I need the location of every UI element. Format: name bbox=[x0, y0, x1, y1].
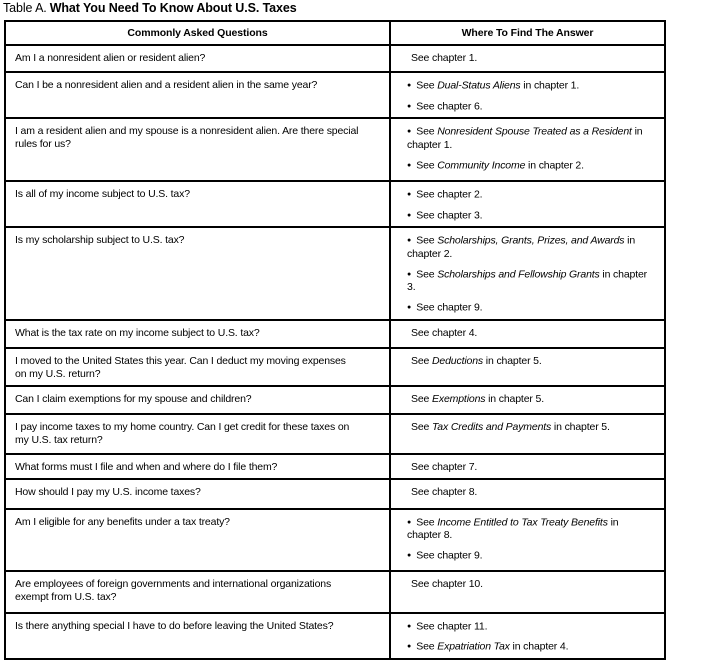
table-row bbox=[5, 414, 665, 454]
table-row bbox=[5, 571, 665, 613]
answer-text: See bbox=[416, 159, 438, 171]
answer-cell bbox=[390, 181, 665, 227]
question-cell bbox=[5, 571, 390, 613]
faq-table bbox=[4, 20, 666, 660]
answer-cell bbox=[390, 227, 665, 320]
answer-text: See chapter 4. bbox=[411, 326, 478, 339]
bullet-icon: ● bbox=[407, 237, 412, 244]
answer-cell bbox=[390, 45, 665, 72]
question-text: Am I eligible for any benefits under a tax treaty? bbox=[15, 515, 230, 528]
question-text: I am a resident alien and my spouse is a nonresident alien. Are there special rules for us? bbox=[15, 125, 359, 150]
bullet-icon: ● bbox=[407, 518, 412, 526]
answer-bullet-item bbox=[391, 188, 652, 202]
reference-title: Nonresident Spouse Treated as a Resident bbox=[437, 125, 632, 138]
question-cell bbox=[5, 45, 390, 72]
answer-text: in chapter 5. bbox=[551, 420, 610, 433]
bullet-icon: ● bbox=[407, 191, 412, 198]
question-cell bbox=[5, 479, 390, 509]
question-text: Is my scholarship subject to U.S. tax? bbox=[15, 234, 185, 246]
question-cell bbox=[5, 72, 390, 118]
table-row bbox=[5, 118, 665, 181]
answer-cell bbox=[390, 348, 665, 386]
bullet-icon: ● bbox=[407, 161, 412, 169]
table-row bbox=[5, 72, 665, 118]
answer-bullet-item bbox=[391, 620, 652, 634]
question-cell bbox=[5, 613, 390, 659]
answer-text: See bbox=[411, 392, 432, 405]
answer-item bbox=[391, 421, 652, 434]
reference-title: Scholarships and Fellowship Grants bbox=[437, 268, 600, 280]
answer-text: See chapter 1. bbox=[411, 52, 478, 64]
answer-text: See chapter 11. bbox=[416, 620, 488, 632]
answer-text: in chapter 5. bbox=[485, 392, 544, 405]
question-text: Are employees of foreign governments and international organizations exempt from U.S. tax? bbox=[15, 577, 332, 603]
bullet-icon: ● bbox=[407, 102, 412, 110]
answer-cell bbox=[390, 386, 665, 414]
reference-title: Tax Credits and Payments bbox=[432, 420, 552, 433]
table-row bbox=[5, 320, 665, 348]
table-row bbox=[5, 386, 665, 414]
bullet-icon: ● bbox=[407, 128, 412, 135]
question-cell bbox=[5, 320, 390, 348]
answer-text: See bbox=[416, 516, 438, 528]
answer-text: in chapter 2. bbox=[525, 159, 584, 171]
bullet-icon: ● bbox=[407, 552, 412, 559]
table-title-prefix: Table A. bbox=[3, 1, 47, 15]
reference-title: Dual-Status Aliens bbox=[437, 79, 521, 92]
table-row bbox=[5, 454, 665, 479]
answer-text: See chapter 8. bbox=[411, 485, 478, 498]
question-text: What is the tax rate on my income subject to U.S. tax? bbox=[15, 326, 260, 339]
answer-text: See bbox=[416, 234, 438, 247]
answer-text: See bbox=[416, 268, 438, 280]
answer-item bbox=[391, 327, 652, 340]
question-cell bbox=[5, 454, 390, 479]
answer-cell bbox=[390, 320, 665, 348]
question-cell bbox=[5, 386, 390, 414]
question-text: I pay income taxes to my home country. Can I get credit for these taxes on my U.S. tax return? bbox=[15, 420, 350, 446]
bullet-icon: ● bbox=[407, 643, 412, 650]
answer-item bbox=[391, 393, 652, 406]
question-cell bbox=[5, 348, 390, 386]
answer-text: in chapter 5. bbox=[483, 354, 542, 367]
question-cell bbox=[5, 118, 390, 181]
reference-title: Expatriation Tax bbox=[437, 640, 510, 653]
question-text: Is all of my income subject to U.S. tax? bbox=[15, 188, 190, 200]
answer-text: in chapter 8. bbox=[407, 516, 619, 541]
answer-bullet-item bbox=[391, 100, 652, 114]
question-cell bbox=[5, 227, 390, 320]
reference-title: Community Income bbox=[437, 159, 526, 171]
question-cell bbox=[5, 509, 390, 571]
question-text: What forms must I file and when and where do I file them? bbox=[15, 460, 278, 473]
answer-text: See chapter 9. bbox=[416, 549, 483, 562]
answer-text: in chapter 1. bbox=[520, 79, 580, 92]
bullet-icon: ● bbox=[407, 304, 412, 311]
table-row bbox=[5, 181, 665, 227]
answer-text: in chapter 4. bbox=[509, 640, 569, 653]
answer-cell bbox=[390, 479, 665, 509]
table-row bbox=[5, 613, 665, 659]
question-text: Can I be a nonresident alien and a resident alien in the same year? bbox=[15, 79, 318, 91]
answer-text: See bbox=[411, 354, 432, 367]
question-text: Can I claim exemptions for my spouse and children? bbox=[15, 392, 252, 405]
table-row bbox=[5, 45, 665, 72]
answer-text: in chapter 3. bbox=[407, 268, 648, 293]
answer-bullet-item bbox=[391, 234, 652, 261]
col-header-questions: Commonly Asked Questions bbox=[5, 21, 390, 45]
answer-bullet-item bbox=[391, 209, 652, 223]
answer-cell bbox=[390, 72, 665, 118]
reference-title: Income Entitled to Tax Treaty Benefits bbox=[437, 516, 608, 528]
answer-item bbox=[391, 486, 652, 499]
answer-bullet-item bbox=[391, 79, 652, 93]
question-text: How should I pay my U.S. income taxes? bbox=[15, 485, 201, 498]
question-cell bbox=[5, 414, 390, 454]
answer-text: See chapter 3. bbox=[416, 209, 483, 221]
answer-bullet-item bbox=[391, 125, 652, 152]
question-text: I moved to the United States this year. Can I deduct my moving expenses on my U.S. return? bbox=[15, 354, 346, 380]
answer-text: See chapter 10. bbox=[411, 577, 483, 590]
table-title bbox=[3, 1, 297, 15]
answer-bullet-item bbox=[391, 301, 652, 315]
answer-text: See chapter 6. bbox=[416, 100, 483, 112]
answer-text: See bbox=[416, 640, 438, 653]
answer-bullet-item bbox=[391, 159, 652, 173]
bullet-icon: ● bbox=[407, 82, 412, 89]
answer-cell bbox=[390, 571, 665, 613]
table-row bbox=[5, 509, 665, 571]
answer-item bbox=[391, 461, 652, 474]
answer-item bbox=[391, 52, 652, 65]
answer-text: See chapter 7. bbox=[411, 460, 478, 473]
col-header-answer: Where To Find The Answer bbox=[390, 21, 665, 45]
bullet-icon: ● bbox=[407, 622, 412, 630]
question-text: Is there anything special I have to do before leaving the United States? bbox=[15, 619, 334, 632]
answer-text: See bbox=[416, 125, 438, 138]
answer-cell bbox=[390, 118, 665, 181]
table-title-main: What You Need To Know About U.S. Taxes bbox=[49, 1, 297, 15]
answer-cell bbox=[390, 509, 665, 571]
answer-bullet-item bbox=[391, 516, 652, 543]
answer-bullet-item bbox=[391, 549, 652, 563]
table-row bbox=[5, 227, 665, 320]
answer-text: See chapter 2. bbox=[416, 188, 483, 201]
answer-text: See bbox=[416, 79, 438, 92]
answer-cell bbox=[390, 454, 665, 479]
reference-title: Deductions bbox=[432, 354, 484, 367]
table-row bbox=[5, 348, 665, 386]
answer-item bbox=[391, 578, 652, 591]
answer-text: See bbox=[411, 420, 432, 433]
answer-bullet-item bbox=[391, 268, 652, 295]
question-cell bbox=[5, 181, 390, 227]
reference-title: Scholarships, Grants, Prizes, and Awards bbox=[437, 234, 625, 247]
answer-text: See chapter 9. bbox=[416, 301, 483, 314]
question-text: Am I a nonresident alien or resident alien? bbox=[15, 52, 206, 64]
answer-cell bbox=[390, 613, 665, 659]
answer-item bbox=[391, 355, 652, 368]
reference-title: Exemptions bbox=[432, 392, 486, 405]
header-row bbox=[5, 21, 665, 45]
bullet-icon: ● bbox=[407, 211, 412, 219]
answer-bullet-item bbox=[391, 640, 652, 654]
table-row bbox=[5, 479, 665, 509]
bullet-icon: ● bbox=[407, 270, 412, 278]
answer-text: in chapter 2. bbox=[407, 234, 636, 260]
table-body bbox=[5, 45, 665, 659]
answer-cell bbox=[390, 414, 665, 454]
answer-text: in chapter 1. bbox=[407, 125, 643, 151]
